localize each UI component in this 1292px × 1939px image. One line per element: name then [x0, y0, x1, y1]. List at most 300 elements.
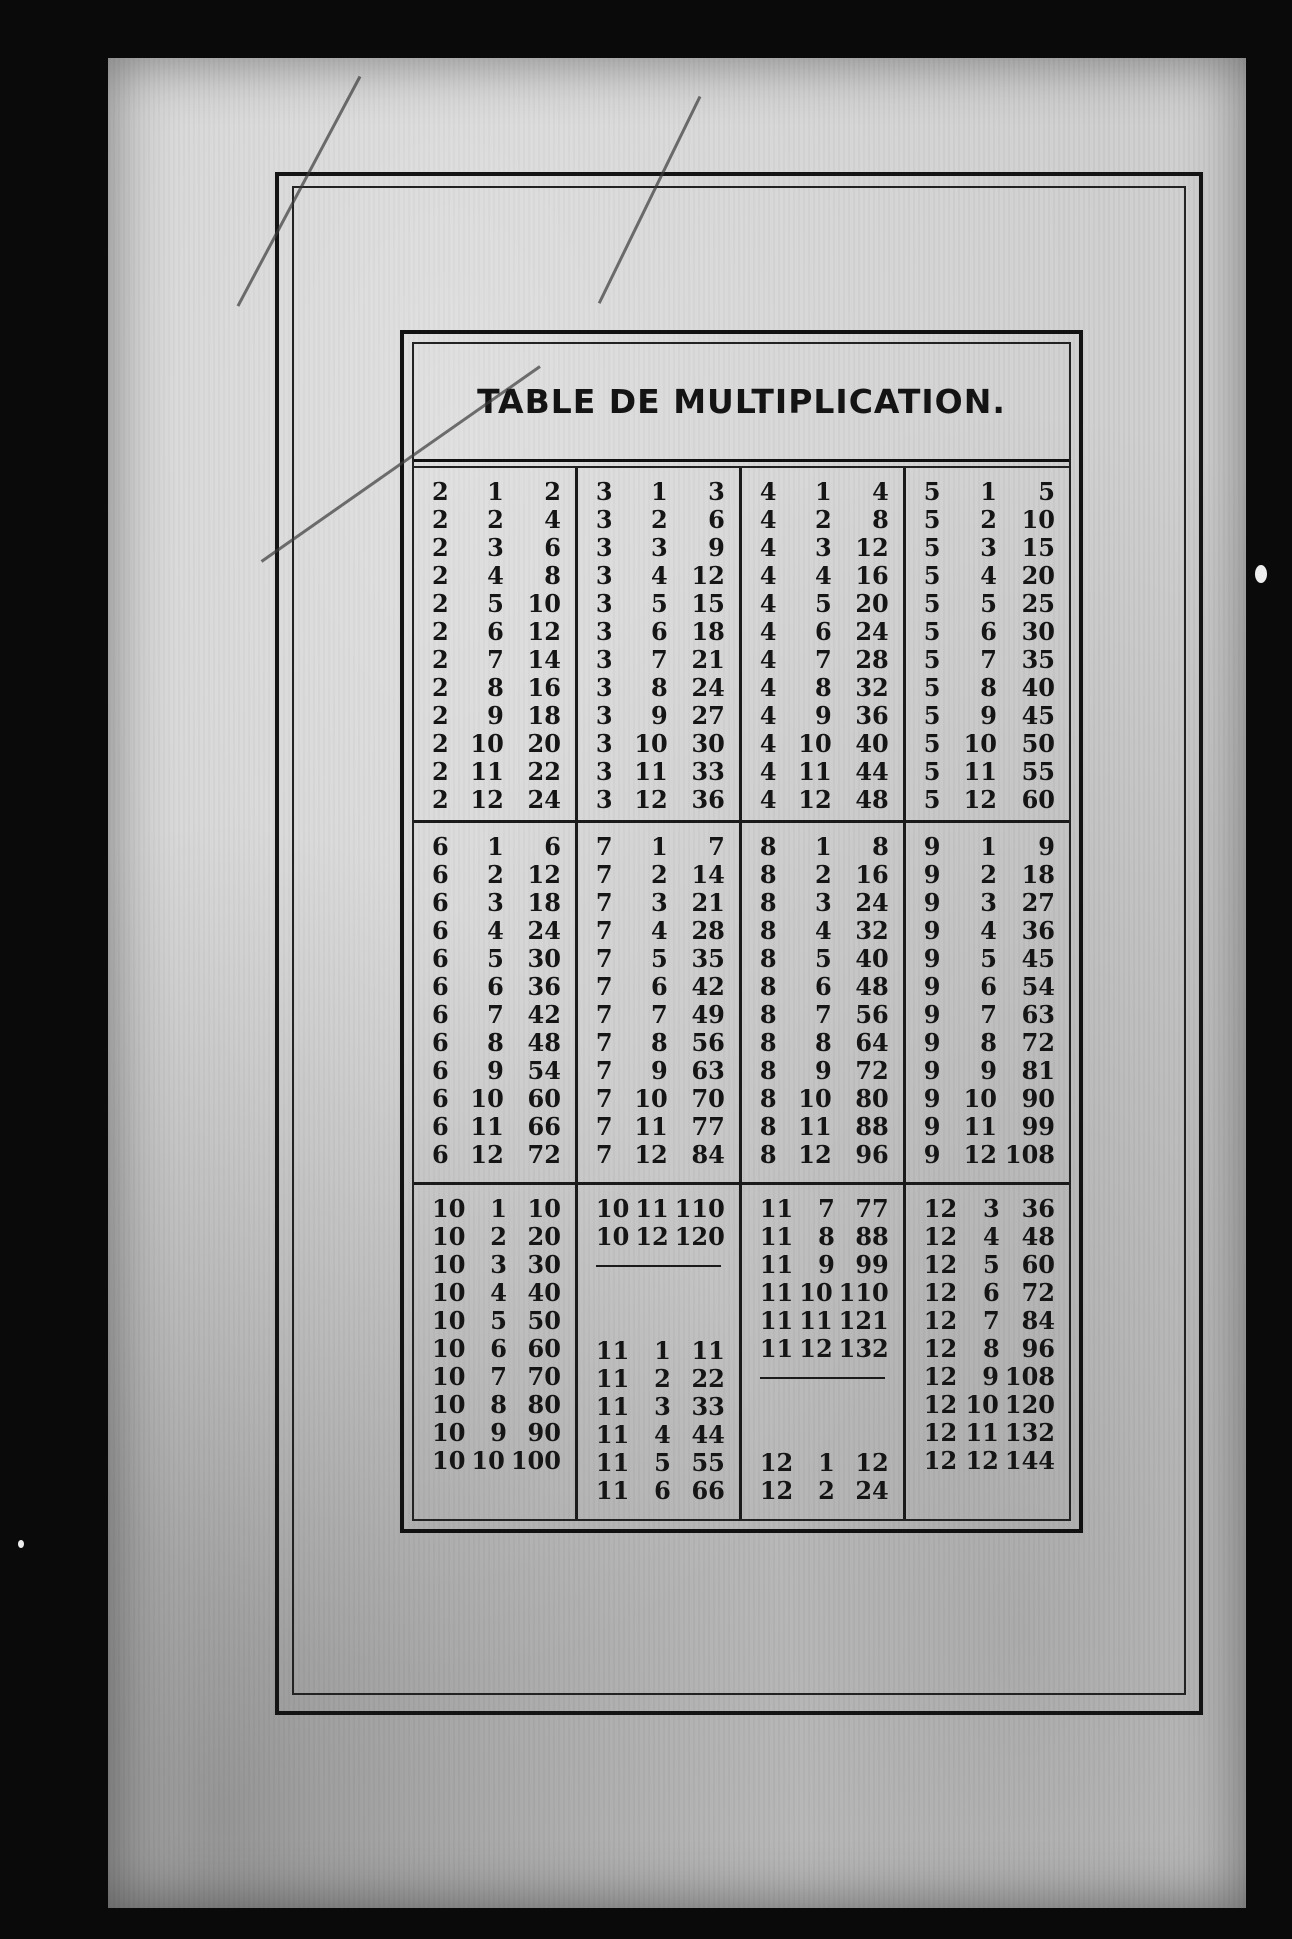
factor-a: 12 — [923, 1250, 958, 1279]
product: 25 — [1021, 589, 1055, 618]
product: 36 — [691, 785, 725, 814]
table-row — [750, 1057, 895, 1085]
factor-b: 3 — [980, 888, 997, 917]
table-row — [750, 702, 895, 730]
product: 60 — [1021, 785, 1055, 814]
factor-b: 1 — [654, 1336, 671, 1365]
product: 6 — [544, 832, 561, 861]
factor-a: 12 — [923, 1306, 958, 1335]
factor-a: 3 — [595, 533, 613, 562]
table-block-2 — [414, 468, 578, 823]
multiplication-table-frame — [412, 342, 1071, 1521]
product: 72 — [855, 1056, 889, 1085]
factor-b: 4 — [983, 1222, 1000, 1251]
product: 48 — [527, 1028, 561, 1057]
table-row — [914, 1141, 1061, 1169]
product: 80 — [855, 1084, 889, 1113]
table-row — [750, 973, 895, 1001]
table-row — [750, 1029, 895, 1057]
table-row — [586, 1477, 731, 1505]
table-row — [422, 758, 567, 786]
table-row — [422, 833, 567, 861]
table-row — [586, 702, 731, 730]
factor-a: 7 — [595, 1140, 613, 1169]
factor-b: 6 — [983, 1278, 1000, 1307]
table-row — [750, 1279, 895, 1307]
factor-b: 12 — [470, 785, 504, 814]
factor-b: 12 — [799, 1334, 833, 1363]
factor-a: 6 — [432, 944, 449, 973]
product: 60 — [1021, 1250, 1055, 1279]
table-row — [750, 646, 895, 674]
factor-b: 10 — [470, 729, 504, 758]
product: 18 — [527, 888, 561, 917]
factor-b: 2 — [487, 505, 504, 534]
factor-b: 12 — [470, 1140, 504, 1169]
table-block-10 — [414, 1185, 578, 1519]
table-block-9 — [906, 823, 1069, 1185]
table-row — [914, 1057, 1061, 1085]
product: 132 — [838, 1334, 889, 1363]
factor-b: 2 — [651, 505, 668, 534]
factor-a: 3 — [595, 645, 613, 674]
factor-a: 5 — [923, 785, 941, 814]
factor-b: 11 — [635, 1194, 669, 1223]
factor-b: 5 — [651, 944, 668, 973]
title-band — [414, 344, 1069, 462]
table-row — [422, 1447, 567, 1475]
table-row — [914, 945, 1061, 973]
product: 42 — [691, 972, 725, 1001]
factor-b: 7 — [814, 1000, 832, 1029]
table-row — [914, 917, 1061, 945]
table-block-5 — [906, 468, 1069, 823]
product: 32 — [855, 916, 889, 945]
product: 12 — [691, 561, 725, 590]
table-row — [586, 945, 731, 973]
table-row — [914, 1335, 1061, 1363]
factor-a: 6 — [432, 1112, 449, 1141]
factor-b: 11 — [963, 757, 997, 786]
table-row — [750, 534, 895, 562]
table-row — [586, 1001, 731, 1029]
product: 35 — [691, 944, 725, 973]
table-row — [750, 861, 895, 889]
table-row — [750, 1001, 895, 1029]
factor-a: 7 — [595, 972, 613, 1001]
product: 24 — [855, 617, 889, 646]
table-row — [914, 1363, 1061, 1391]
table-row — [586, 1057, 731, 1085]
table-row — [914, 758, 1061, 786]
factor-a: 9 — [923, 832, 941, 861]
table-row — [750, 758, 895, 786]
factor-a: 4 — [759, 505, 777, 534]
table-row — [586, 1223, 731, 1251]
product: 12 — [527, 617, 561, 646]
table-row — [750, 1223, 895, 1251]
factor-b: 5 — [814, 944, 832, 973]
factor-a: 10 — [432, 1334, 466, 1363]
product: 9 — [708, 533, 725, 562]
factor-a: 11 — [595, 1448, 630, 1477]
product: 10 — [1021, 505, 1055, 534]
product: 22 — [691, 1364, 725, 1393]
table-row — [914, 1223, 1061, 1251]
table-row — [586, 1141, 731, 1169]
factor-b: 4 — [487, 916, 504, 945]
factor-a: 3 — [595, 785, 613, 814]
table-row — [586, 786, 731, 814]
product: 63 — [691, 1056, 725, 1085]
factor-b: 4 — [814, 561, 832, 590]
product: 12 — [855, 533, 889, 562]
paper-speck — [18, 1540, 24, 1548]
factor-a: 5 — [923, 645, 941, 674]
table-row — [750, 1113, 895, 1141]
factor-a: 5 — [923, 757, 941, 786]
product: 44 — [855, 757, 889, 786]
table-row — [586, 1365, 731, 1393]
factor-a: 11 — [759, 1306, 794, 1335]
factor-b: 10 — [634, 1084, 668, 1113]
factor-a: 11 — [595, 1420, 630, 1449]
product: 4 — [872, 477, 889, 506]
table-row — [914, 1391, 1061, 1419]
product: 21 — [691, 888, 725, 917]
table-row — [586, 758, 731, 786]
factor-b: 7 — [980, 645, 997, 674]
table-block-4 — [742, 468, 906, 823]
factor-b: 7 — [487, 1000, 504, 1029]
factor-b: 8 — [980, 673, 997, 702]
factor-a: 7 — [595, 1084, 613, 1113]
factor-a: 8 — [759, 916, 777, 945]
table-row — [586, 478, 731, 506]
section-divider — [760, 1377, 885, 1379]
factor-a: 3 — [595, 701, 613, 730]
factor-b: 4 — [654, 1420, 671, 1449]
factor-a: 7 — [595, 1112, 613, 1141]
table-block-6 — [414, 823, 578, 1185]
factor-a: 12 — [923, 1418, 958, 1447]
factor-b: 6 — [487, 617, 504, 646]
factor-b: 3 — [651, 533, 668, 562]
product: 28 — [691, 916, 725, 945]
product: 55 — [691, 1448, 725, 1477]
product: 96 — [1021, 1334, 1055, 1363]
table-row — [586, 618, 731, 646]
product: 12 — [527, 860, 561, 889]
factor-a: 11 — [759, 1194, 794, 1223]
factor-b: 6 — [980, 972, 997, 1001]
factor-a: 5 — [923, 533, 941, 562]
table-row — [422, 861, 567, 889]
table-row — [750, 1195, 895, 1223]
page-title: TABLE DE MULTIPLICATION. — [477, 382, 1006, 421]
factor-a: 7 — [595, 1028, 613, 1057]
factor-a: 5 — [923, 701, 941, 730]
product: 36 — [1021, 1194, 1055, 1223]
factor-a: 5 — [923, 729, 941, 758]
factor-b: 9 — [980, 701, 997, 730]
factor-a: 11 — [595, 1392, 630, 1421]
factor-b: 4 — [980, 561, 997, 590]
table-row — [750, 889, 895, 917]
product: 132 — [1004, 1418, 1055, 1447]
factor-a: 7 — [595, 1056, 613, 1085]
factor-b: 9 — [818, 1250, 835, 1279]
table-row — [586, 833, 731, 861]
factor-b: 5 — [654, 1448, 671, 1477]
factor-b: 5 — [490, 1306, 507, 1335]
table-row — [914, 534, 1061, 562]
factor-b: 2 — [490, 1222, 507, 1251]
table-row — [914, 889, 1061, 917]
table-row — [422, 1307, 567, 1335]
product: 110 — [674, 1194, 725, 1223]
factor-a: 12 — [923, 1278, 958, 1307]
product: 32 — [855, 673, 889, 702]
factor-a: 8 — [759, 944, 777, 973]
product: 20 — [527, 729, 561, 758]
table-row — [422, 917, 567, 945]
factor-b: 7 — [983, 1306, 1000, 1335]
product: 54 — [527, 1056, 561, 1085]
product: 120 — [1004, 1390, 1055, 1419]
product: 100 — [510, 1446, 561, 1475]
multiplication-table — [400, 330, 1083, 1533]
factor-a: 10 — [432, 1194, 466, 1223]
factor-a: 5 — [923, 673, 941, 702]
table-block-3 — [578, 468, 742, 823]
product: 72 — [1021, 1028, 1055, 1057]
product: 66 — [527, 1112, 561, 1141]
factor-a: 2 — [432, 589, 449, 618]
product: 55 — [1021, 757, 1055, 786]
factor-a: 11 — [759, 1222, 794, 1251]
factor-a: 9 — [923, 972, 941, 1001]
factor-b: 9 — [980, 1056, 997, 1085]
factor-a: 9 — [923, 1112, 941, 1141]
product: 72 — [1021, 1278, 1055, 1307]
factor-a: 7 — [595, 860, 613, 889]
table-row — [586, 730, 731, 758]
table-block-11-12 — [742, 1185, 906, 1519]
product: 10 — [527, 1194, 561, 1223]
product: 108 — [1004, 1362, 1055, 1391]
factor-a: 8 — [759, 1000, 777, 1029]
product: 10 — [527, 589, 561, 618]
table-row — [914, 1195, 1061, 1223]
factor-a: 2 — [432, 757, 449, 786]
product: 40 — [855, 944, 889, 973]
factor-a: 3 — [595, 505, 613, 534]
product: 4 — [544, 505, 561, 534]
paper-speck — [1255, 565, 1267, 583]
product: 99 — [855, 1250, 889, 1279]
table-row — [586, 1449, 731, 1477]
table-row — [422, 1363, 567, 1391]
table-row — [914, 1279, 1061, 1307]
factor-b: 1 — [980, 477, 997, 506]
factor-a: 7 — [595, 944, 613, 973]
factor-a: 6 — [432, 1084, 449, 1113]
product: 15 — [691, 589, 725, 618]
factor-b: 3 — [654, 1392, 671, 1421]
factor-a: 9 — [923, 1028, 941, 1057]
product: 72 — [527, 1140, 561, 1169]
table-row — [914, 1447, 1061, 1475]
table-block-12 — [906, 1185, 1069, 1519]
factor-b: 12 — [798, 785, 832, 814]
product: 42 — [527, 1000, 561, 1029]
product: 24 — [527, 916, 561, 945]
product: 48 — [855, 785, 889, 814]
factor-a: 5 — [923, 589, 941, 618]
table-row — [422, 786, 567, 814]
product: 24 — [855, 1476, 889, 1505]
table-row — [914, 1251, 1061, 1279]
factor-a: 6 — [432, 860, 449, 889]
product: 9 — [1038, 832, 1055, 861]
table-row — [750, 1085, 895, 1113]
factor-a: 9 — [923, 1140, 941, 1169]
table-row — [914, 646, 1061, 674]
table-row — [750, 590, 895, 618]
table-row — [914, 1001, 1061, 1029]
product: 108 — [1004, 1140, 1055, 1169]
table-row — [586, 1337, 731, 1365]
product: 18 — [691, 617, 725, 646]
factor-a: 12 — [923, 1446, 958, 1475]
factor-b: 12 — [798, 1140, 832, 1169]
product: 30 — [1021, 617, 1055, 646]
factor-b: 3 — [487, 888, 504, 917]
table-row — [422, 1195, 567, 1223]
factor-a: 4 — [759, 617, 777, 646]
factor-b: 11 — [470, 757, 504, 786]
table-row — [422, 478, 567, 506]
factor-a: 11 — [759, 1334, 794, 1363]
factor-b: 5 — [814, 589, 832, 618]
product: 44 — [691, 1420, 725, 1449]
factor-b: 6 — [654, 1476, 671, 1505]
table-row — [914, 1113, 1061, 1141]
product: 21 — [691, 645, 725, 674]
factor-b: 2 — [654, 1364, 671, 1393]
table-row — [914, 562, 1061, 590]
factor-a: 6 — [432, 1000, 449, 1029]
factor-a: 9 — [923, 860, 941, 889]
factor-a: 10 — [432, 1278, 466, 1307]
factor-b: 2 — [980, 860, 997, 889]
factor-b: 8 — [487, 673, 504, 702]
table-row — [422, 1251, 567, 1279]
factor-a: 2 — [432, 617, 449, 646]
product: 6 — [708, 505, 725, 534]
factor-a: 3 — [595, 561, 613, 590]
factor-a: 3 — [595, 589, 613, 618]
factor-b: 2 — [487, 860, 504, 889]
product: 16 — [855, 860, 889, 889]
product: 110 — [838, 1278, 889, 1307]
factor-a: 2 — [432, 477, 449, 506]
table-row — [422, 1223, 567, 1251]
factor-b: 8 — [651, 673, 668, 702]
factor-b: 4 — [651, 916, 668, 945]
factor-b: 9 — [814, 1056, 832, 1085]
factor-b: 4 — [814, 916, 832, 945]
factor-a: 8 — [759, 1112, 777, 1141]
factor-b: 11 — [798, 757, 832, 786]
factor-b: 9 — [982, 1362, 999, 1391]
table-row — [422, 618, 567, 646]
table-row — [914, 1419, 1061, 1447]
factor-b: 8 — [814, 1028, 832, 1057]
product: 3 — [708, 477, 725, 506]
factor-a: 7 — [595, 832, 613, 861]
product: 33 — [691, 1392, 725, 1421]
table-row — [422, 590, 567, 618]
table-row — [422, 1113, 567, 1141]
table-row — [750, 562, 895, 590]
factor-b: 10 — [963, 729, 997, 758]
factor-a: 10 — [432, 1390, 466, 1419]
factor-b: 7 — [980, 1000, 997, 1029]
table-row — [422, 945, 567, 973]
factor-a: 8 — [759, 888, 777, 917]
table-row — [914, 618, 1061, 646]
factor-b: 4 — [980, 916, 997, 945]
factor-a: 2 — [432, 701, 449, 730]
table-row — [914, 1085, 1061, 1113]
factor-a: 11 — [595, 1364, 630, 1393]
factor-b: 12 — [634, 785, 668, 814]
table-row — [586, 917, 731, 945]
product: 30 — [691, 729, 725, 758]
factor-b: 1 — [980, 832, 997, 861]
product: 36 — [1021, 916, 1055, 945]
factor-b: 7 — [651, 1000, 668, 1029]
product: 24 — [527, 785, 561, 814]
factor-a: 7 — [595, 916, 613, 945]
factor-b: 6 — [980, 617, 997, 646]
table-row — [750, 786, 895, 814]
factor-a: 11 — [759, 1278, 794, 1307]
factor-a: 2 — [432, 505, 449, 534]
factor-a: 4 — [759, 477, 777, 506]
product: 56 — [855, 1000, 889, 1029]
factor-a: 6 — [432, 1140, 449, 1169]
table-row — [422, 1057, 567, 1085]
table-block-10-11 — [578, 1185, 742, 1519]
factor-a: 4 — [759, 589, 777, 618]
table-block-7 — [578, 823, 742, 1185]
factor-a: 4 — [759, 757, 777, 786]
table-row — [586, 590, 731, 618]
table-row — [422, 1001, 567, 1029]
table-row — [750, 945, 895, 973]
factor-a: 7 — [595, 888, 613, 917]
factor-a: 5 — [923, 617, 941, 646]
factor-a: 9 — [923, 916, 941, 945]
factor-a: 6 — [432, 1028, 449, 1057]
table-row — [586, 1085, 731, 1113]
product: 54 — [1021, 972, 1055, 1001]
factor-a: 9 — [923, 888, 941, 917]
factor-b: 2 — [818, 1476, 835, 1505]
